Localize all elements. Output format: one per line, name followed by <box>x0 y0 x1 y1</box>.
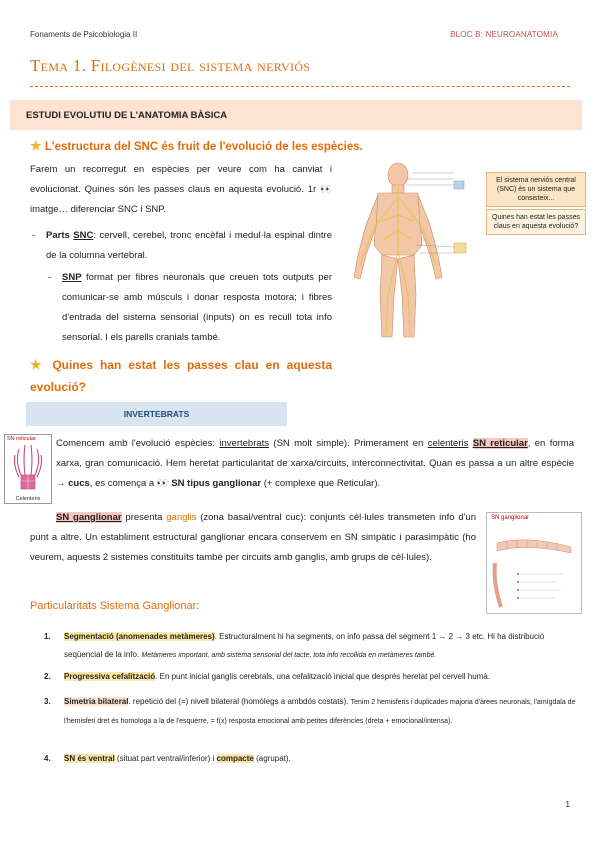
ganglionar-paragraph: SN ganglionar presenta ganglis (zona basal/ventral cuc): conjunts cèl·lules transmeten info d'un punt a altre. Un establiment estructural ganglionar encara conservem en SN simpàtic i parasimpàtic (ho veurem, aquests 2 sistemes constituïts també per circuits amb ganglis, amb grups de cèl·lules). <box>30 512 476 563</box>
side-note-question: Quines han estat les passes claus en aquesta evolució? <box>486 209 586 235</box>
star-icon: ★ <box>30 138 42 153</box>
intro-paragraph: Farem un recorregut en espècies per veure com ha canviat i evolucionat. Quines són les passes claus en aquesta evolució. 1r 👀 imatge… diferenciar SNC i SNP. <box>30 164 333 215</box>
section-heading-text: ESTUDI EVOLUTIU DE L'ANATOMIA BÀSICA <box>26 110 228 121</box>
page-title: Tema 1. Filogènesi del sistema nerviós <box>30 56 311 75</box>
heading-quines: ★ Quines han estat les passes clau en aquesta evolució? <box>30 357 333 394</box>
bullet-snc: - Parts SNC: cervell, cerebel, tronc encèfal i medul·la espinal dintre de la columna vertebral. <box>32 230 332 261</box>
star-icon: ★ <box>30 357 46 372</box>
heading-particularitats: Particularitats Sistema Ganglionar: <box>30 600 200 612</box>
bullet-snp: - SNP format per fibres neuronals que creuen tots outputs per comunicar-se amb músculs i donar resposta motora; i fibres d'entrada del sistema sensorial (inputs) on es recull tota info sensorial. I els parells cranials també. <box>48 272 332 343</box>
page-number: 1 <box>565 800 570 809</box>
invertebrats-label: INVERTEBRATS <box>123 409 190 419</box>
list-item-3: 3. Simetria bilateral. repetició del (=) nivell bilateral (homòlegs a ambdós costats). Tenim 2 hemisferis i duplicades majoria d'àrees neuronals, l'amígdala de l'hemisferi dret és homologa a la de l'esquerre, = f(x) resposta emocional amb petites diferències (dreta + emocional/intensa). <box>44 697 576 725</box>
list-item-4: 4. SN és ventral (situat part ventral/inferior) i compacte (agrupat). <box>44 754 291 763</box>
course-header: Fonaments de Psicobiologia II <box>30 30 138 39</box>
side-note-snc: El sistema nerviós central (SNC) és un sistema que consisteix... <box>486 172 586 207</box>
invertebrats-bar <box>26 402 287 426</box>
block-header: BLOC B: NEUROANATOMIA <box>450 30 558 39</box>
list-item-1: 1. Segmentació (anomenades metàmeres). Estructuralment hi ha segments, on info passa del segment 1 → 2 → 3 etc. Hi ha distribució seqüencial de la info. Metàmeres important, amb sistema sensorial del tacte, tota info recollida en metàmeres també. <box>44 632 545 659</box>
worm-figure: SN ganglionar <box>486 512 582 614</box>
invertebrats-paragraph: Comencem amb l'evolució espècies: invertebrats (SN molt simple). Primerament en celenteris SN reticular, en forma xarxa, gran comunicació. Hem heretat particularitat de xarxa/circuits, interconnectivitat. Quan es passa a un altre espècie → cucs, es comença a 👀 SN tipus ganglionar (+ complexe que Reticular). <box>56 438 574 489</box>
section-heading <box>10 100 582 130</box>
eyes-icon: 👀 <box>156 478 169 489</box>
list-item-2: 2. Progressiva cefalització. En punt inicial ganglis cerebrals, una cefalització inicial que després heretat pel cervell humà. <box>44 672 491 681</box>
hydra-figure: SN reticular Celenteris <box>4 434 52 504</box>
heading-snc: ★ L'estructura del SNC és fruit de l'evolució de les espècies. <box>30 138 363 153</box>
hydra-caption: Celenteris <box>15 496 41 502</box>
title-divider <box>30 86 570 87</box>
nervous-system-figure <box>336 155 476 345</box>
eyes-icon: 👀 <box>320 184 333 195</box>
